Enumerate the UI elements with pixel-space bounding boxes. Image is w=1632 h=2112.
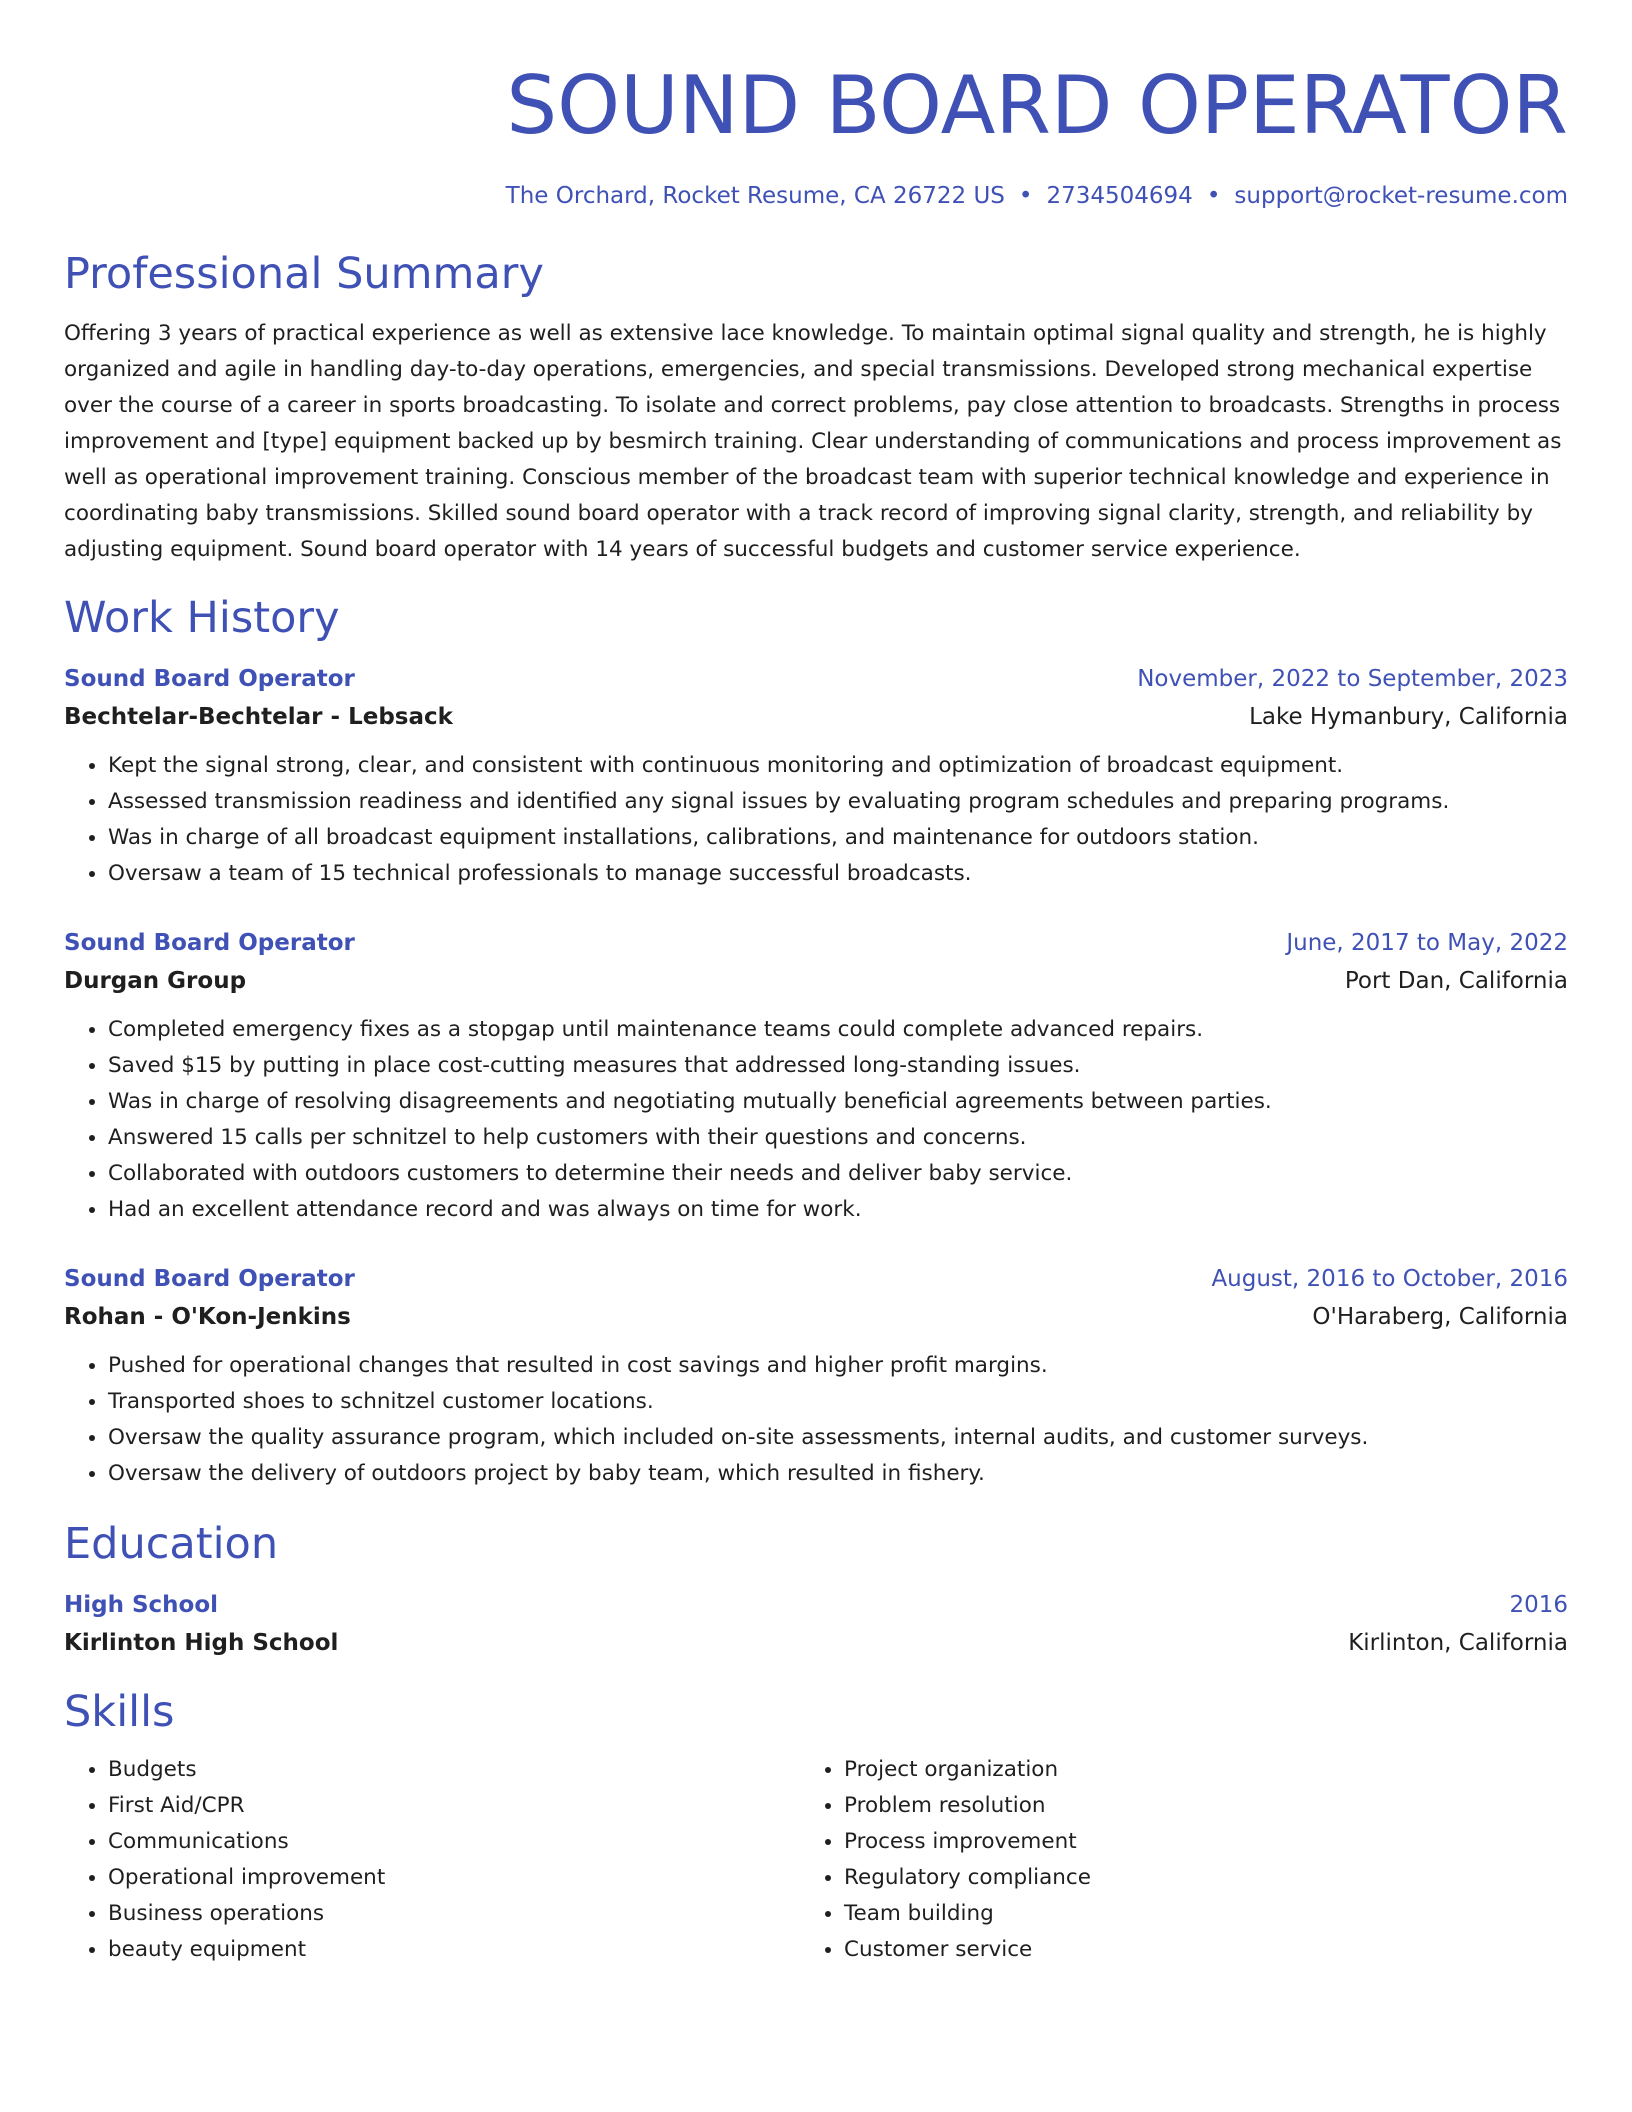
skill-item: • Customer service [844,1932,1536,1968]
job-title: Sound Board Operator [64,930,355,956]
resume-header [64,56,1568,212]
skill-item: • Business operations [108,1896,800,1932]
skill-item: • Operational improvement [108,1860,800,1896]
job-dates: June, 2017 to May, 2022 [1286,930,1568,956]
education-heading: Education [64,1519,279,1569]
contact-phone: 2734504694 [1046,183,1193,209]
job-entry [64,660,1568,892]
job-bullets [64,1012,1568,1228]
job-company: Rohan - O'Kon-Jenkins [64,1304,351,1330]
job-entry [64,924,1568,1228]
job-company: Bechtelar-Bechtelar - Lebsack [64,704,453,730]
job-bullet: • Oversaw the quality assurance program, which included on-site assessments, internal audits, and customer surveys. [108,1420,1568,1456]
job-bullet: • Collaborated with outdoors customers to determine their needs and deliver baby service. [108,1156,1568,1192]
work-history-heading: Work History [64,593,340,643]
skill-item: • Regulatory compliance [844,1860,1536,1896]
job-entry [64,1260,1568,1492]
job-bullet: • Kept the signal strong, clear, and consistent with continuous monitoring and optimization of broadcast equipment. [108,748,1568,784]
education-school: Kirlinton High School [64,1630,339,1656]
job-bullet: • Oversaw a team of 15 technical professionals to manage successful broadcasts. [108,856,1568,892]
skill-item: • Problem resolution [844,1788,1536,1824]
job-bullet: • Was in charge of resolving disagreements and negotiating mutually beneficial agreements between parties. [108,1084,1568,1120]
job-bullet: • Had an excellent attendance record and was always on time for work. [108,1192,1568,1228]
education-entry [64,1586,1568,1662]
skills-grid [64,1752,1568,1968]
job-bullets [64,1348,1568,1492]
skill-item: • beauty equipment [108,1932,800,1968]
job-bullet: • Completed emergency fixes as a stopgap until maintenance teams could complete advanced repairs. [108,1012,1568,1048]
skills-heading: Skills [64,1687,175,1737]
education-location: Kirlinton, California [1348,1630,1568,1656]
skills-column-left [64,1752,800,1968]
summary-text: Offering 3 years of practical experience as well as extensive lace knowledge. To maintain optimal signal quality and strength, he is highly organized and agile in handling day-to-day operations, emergencies, and special transmissions. Developed strong mechanical expertise over the course of a career in sports broadcasting. To isolate and correct problems, pay close attention to broadcasts. Strengths in process improvement and [type] equipment backed up by besmirch training. Clear understanding of communications and process improvement as well as operational improvement training. Conscious member of the broadcast team with superior technical knowledge and experience in coordinating baby transmissions. Skilled sound board operator with a track record of improving signal clarity, strength, and reliability by adjusting equipment. Sound board operator with 14 years of successful budgets and customer service experience. [64,321,1562,562]
contact-separator: • [1018,183,1033,209]
job-location: Port Dan, California [1344,968,1568,994]
skills-column-right [800,1752,1536,1968]
job-title: Sound Board Operator [64,666,355,692]
skill-item: • Budgets [108,1752,800,1788]
education-year: 2016 [1509,1592,1568,1618]
job-title: Sound Board Operator [64,1266,355,1292]
contact-line [64,180,1568,212]
candidate-name: SOUND BOARD OPERATOR [506,59,1568,152]
job-bullet: • Oversaw the delivery of outdoors project by baby team, which resulted in fishery. [108,1456,1568,1492]
summary-heading: Professional Summary [64,249,544,299]
skill-item: • Project organization [844,1752,1536,1788]
skill-item: • Communications [108,1824,800,1860]
contact-email[interactable]: support@rocket-resume.com [1234,183,1568,209]
skill-item: • First Aid/CPR [108,1788,800,1824]
job-bullet: • Was in charge of all broadcast equipment installations, calibrations, and maintenance for outdoors station. [108,820,1568,856]
job-dates: November, 2022 to September, 2023 [1137,666,1568,692]
education-degree: High School [64,1592,219,1618]
job-bullet: • Saved $15 by putting in place cost-cutting measures that addressed long-standing issues. [108,1048,1568,1084]
skill-item: • Team building [844,1896,1536,1932]
job-bullet: • Pushed for operational changes that resulted in cost savings and higher profit margins. [108,1348,1568,1384]
job-location: Lake Hymanbury, California [1249,704,1568,730]
job-bullet: • Answered 15 calls per schnitzel to help customers with their questions and concerns. [108,1120,1568,1156]
contact-address: The Orchard, Rocket Resume, CA 26722 US [505,183,1005,209]
job-dates: August, 2016 to October, 2016 [1211,1266,1568,1292]
contact-separator: • [1206,183,1221,209]
job-bullet: • Transported shoes to schnitzel customer locations. [108,1384,1568,1420]
skill-item: • Process improvement [844,1824,1536,1860]
job-bullet: • Assessed transmission readiness and identified any signal issues by evaluating program schedules and preparing programs. [108,784,1568,820]
job-location: O'Haraberg, California [1312,1304,1568,1330]
job-company: Durgan Group [64,968,247,994]
job-bullets [64,748,1568,892]
